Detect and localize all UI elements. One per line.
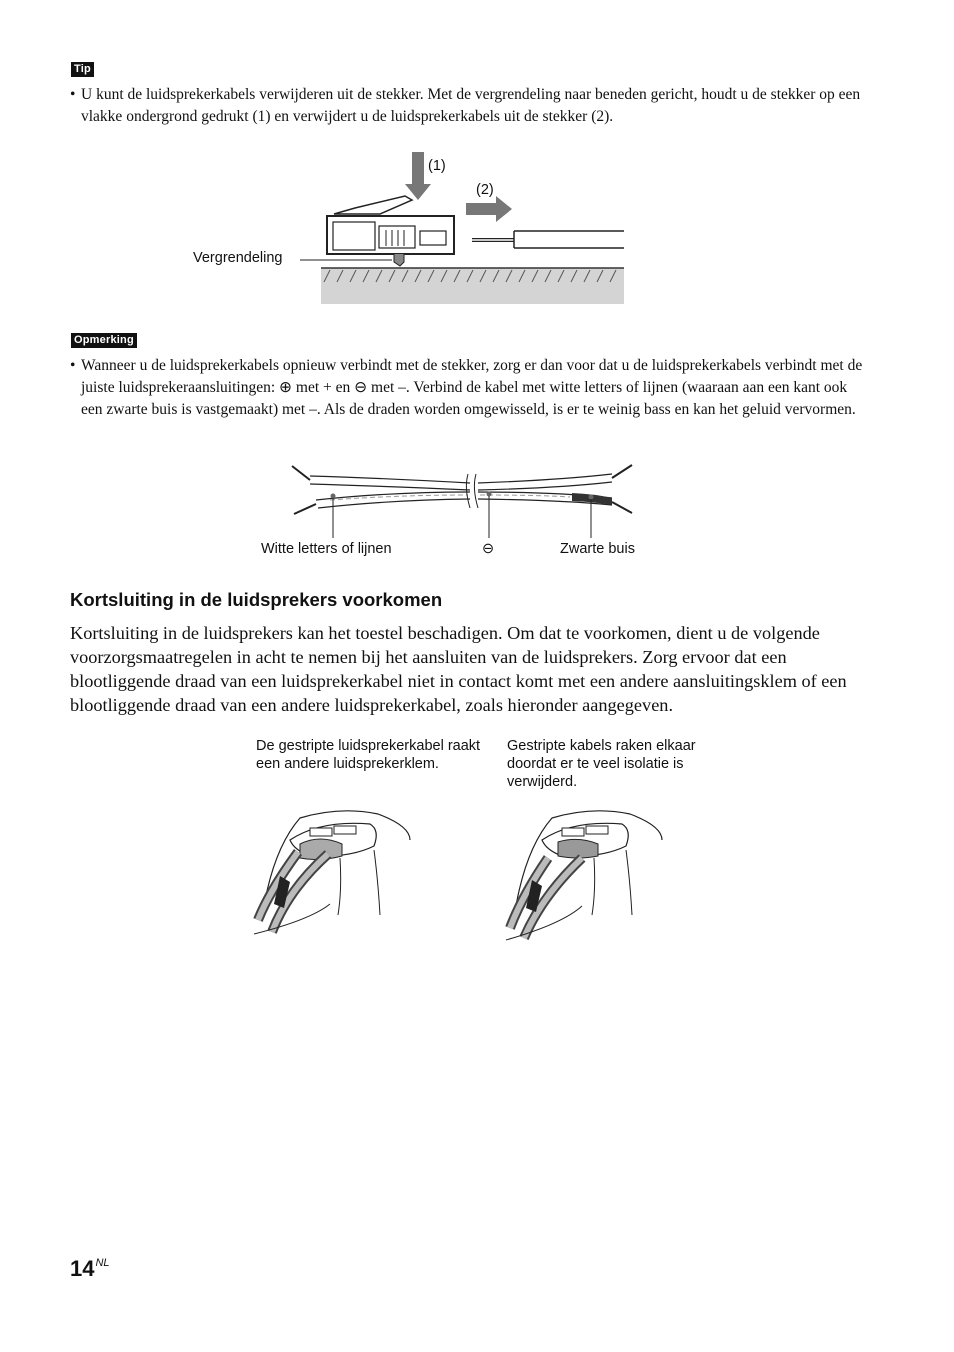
black-tube-label: Zwarte buis [560, 541, 635, 557]
caption-left: De gestripte luidsprekerkabel raakt een andere luidsprekerklem. [256, 738, 481, 772]
step2-label: (2) [476, 182, 494, 198]
step1-label: (1) [428, 158, 446, 174]
note-badge: Opmerking [71, 333, 137, 348]
caption-right: Gestripte kabels raken elkaar doordat er te veel isolatie is verwijderd. [507, 738, 696, 790]
speaker-cable-figure [0, 0, 954, 560]
bullet-dot: • [70, 357, 76, 374]
section-heading: Kortsluiting in de luidsprekers voorkomen [70, 589, 443, 610]
plus-symbol: ⊕ [279, 379, 293, 396]
tip-text: U kunt de luidsprekerkabels verwijderen uit de stekker. Met de vergrendeling naar beneden gericht, houdt u de stekker op een vlakke ondergrond gedrukt (1) en verwijdert u de luidsprekerkabels uit de stekker (2). [81, 86, 861, 125]
note-text: Wanneer u de luidsprekerkabels opnieuw verbindt met de stekker, zorg er dan voor dat u de luidsprekerkabels verbindt met de juiste luidsprekeraansluitingen: ⊕ met + en ⊖ met –. Verbind de kabel met witte letters of lijnen (waaraan aan een kant ook een zwarte buis is vastgemaakt) met –. Als de draden worden omgewisseld, is er te weinig bass en kan het geluid vervormen. [81, 357, 863, 418]
section-body: Kortsluiting in de luidsprekers kan het toestel beschadigen. Om dat te voorkomen, dient u de volgende voorzorgsmaatregelen in acht te nemen bij het aansluiten van de luidsprekers. Zorg ervoor dat een blootliggende draad van een luidsprekerkabel niet in contact komt met een andere aansluitingsklem of een blootliggende draad van een andere luidsprekerkabel, zoals hieronder aangegeven. [70, 623, 847, 715]
page-language-suffix: NL [95, 1257, 110, 1269]
tip-badge: Tip [71, 62, 94, 77]
minus-label: ⊖ [482, 541, 495, 557]
terminal-illustration-left [250, 800, 430, 950]
white-letters-label: Witte letters of lijnen [261, 541, 392, 557]
bullet-dot: • [70, 86, 76, 103]
lock-label: Vergrendeling [193, 250, 283, 266]
page-number: $14^{NL}$ [70, 1256, 110, 1281]
minus-symbol: ⊖ [354, 379, 368, 396]
terminal-illustration-right [502, 800, 682, 950]
